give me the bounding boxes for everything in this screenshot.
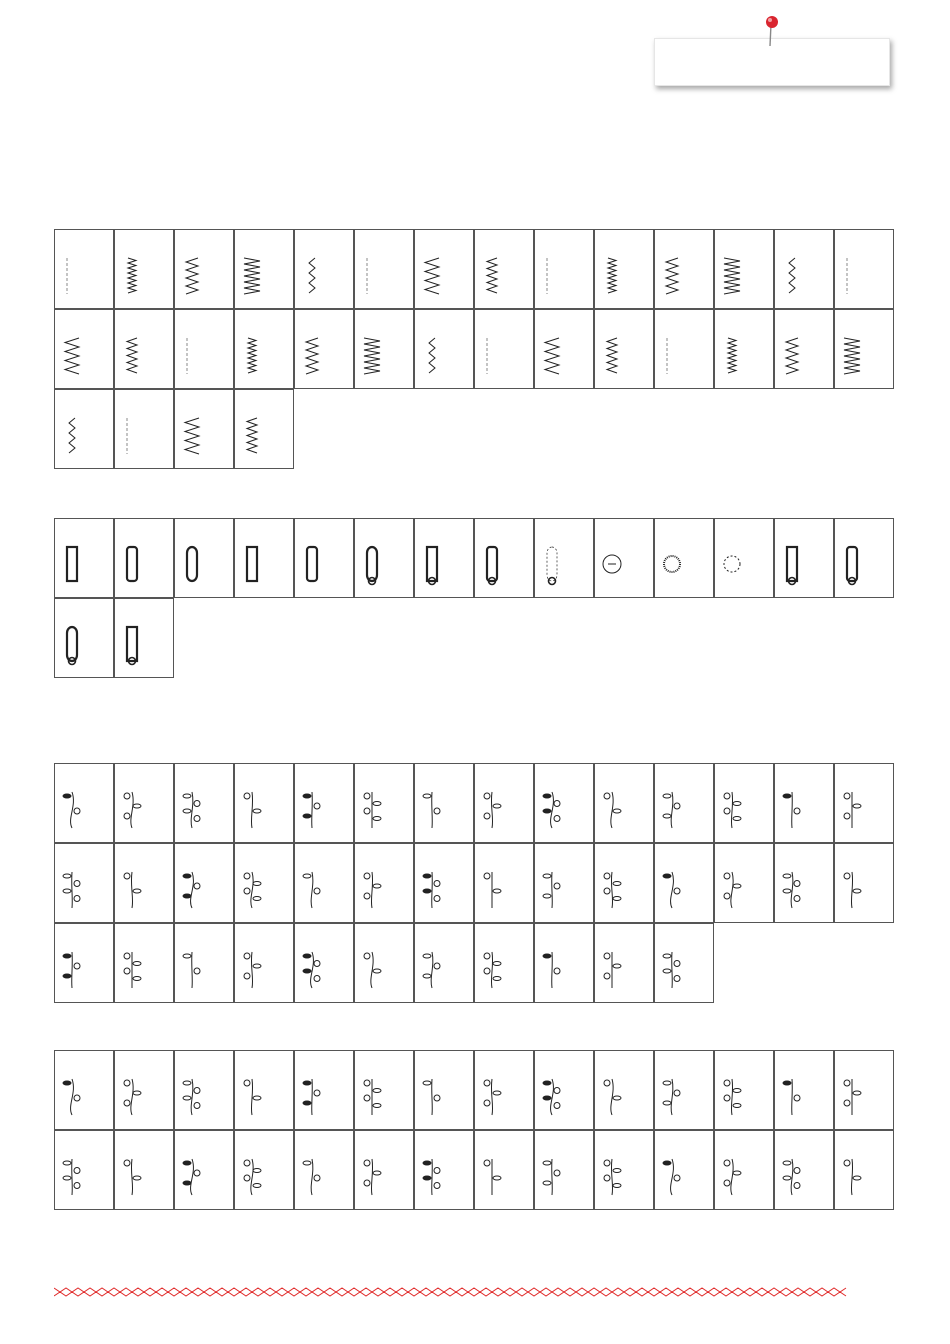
stitch-cell[interactable] [714, 518, 774, 598]
scroll-flower-icon [297, 784, 327, 834]
gathering-icon [717, 250, 747, 300]
stitch-cell[interactable] [594, 923, 654, 1003]
stitch-cell[interactable] [534, 309, 594, 389]
wreath-icon [237, 1071, 267, 1121]
butterfly-icon [417, 1151, 447, 1201]
stitch-cell[interactable] [834, 763, 894, 843]
poppy-icon [537, 1071, 567, 1121]
stitch-cell[interactable] [594, 229, 654, 309]
stitch-cell[interactable] [714, 229, 774, 309]
fern-icon [717, 784, 747, 834]
keyhole-long-icon [57, 619, 87, 669]
stitch-cell[interactable] [654, 843, 714, 923]
stitch-cell[interactable] [54, 518, 114, 598]
bell-flower-icon [837, 864, 867, 914]
stem-leaf-icon [597, 784, 627, 834]
stitch-cell[interactable] [594, 309, 654, 389]
stitch-cell[interactable] [414, 923, 474, 1003]
stitch-cell[interactable] [594, 763, 654, 843]
twin-leaf-icon [657, 864, 687, 914]
sweet-pea-icon [117, 1151, 147, 1201]
stitch-cell[interactable] [474, 309, 534, 389]
rounded-bartack-buttonhole-icon [297, 539, 327, 589]
stitch-cell[interactable] [174, 518, 234, 598]
root-flower-icon [597, 1071, 627, 1121]
lily-icon [837, 1071, 867, 1121]
stitch-cell[interactable] [114, 518, 174, 598]
sprig-icon [537, 784, 567, 834]
universal-icon [57, 330, 87, 380]
arrow-vine-icon [297, 864, 327, 914]
stitch-cell[interactable] [354, 1130, 414, 1210]
starburst-pair-icon [477, 944, 507, 994]
decorative-grid-2 [54, 1050, 894, 1210]
wheat-icon [537, 864, 567, 914]
stitch-cell[interactable] [114, 309, 174, 389]
quad-petal-icon [117, 864, 147, 914]
pine-sprig-icon [777, 864, 807, 914]
wing-leaf-icon [837, 784, 867, 834]
leaf-drop-icon [177, 784, 207, 834]
stitch-cell[interactable] [414, 763, 474, 843]
flower-chain-icon [117, 944, 147, 994]
tall-fern-icon [357, 944, 387, 994]
stitch-cell[interactable] [834, 518, 894, 598]
twig-flower-icon [777, 1151, 807, 1201]
stitch-cell[interactable] [474, 1130, 534, 1210]
zigzag-icon [117, 250, 147, 300]
triple-star-icon [657, 944, 687, 994]
stitch-cell[interactable] [474, 1050, 534, 1130]
stitch-cell[interactable] [594, 1050, 654, 1130]
stitch-cell[interactable] [174, 763, 234, 843]
stitch-cell[interactable] [474, 923, 534, 1003]
leaf-spray-icon [657, 1151, 687, 1201]
lycra-icon [177, 330, 207, 380]
curl-flower-icon [717, 1071, 747, 1121]
cross-petal-icon [357, 1071, 387, 1121]
pointed-buttonhole-icon [837, 539, 867, 589]
knit-overlock-icon [357, 330, 387, 380]
darning-buttonhole-icon [777, 539, 807, 589]
stitch-cell[interactable] [174, 309, 234, 389]
stitch-cell[interactable] [354, 843, 414, 923]
bar-tack-icon [477, 330, 507, 380]
pansy-icon [237, 1151, 267, 1201]
stitch-cell[interactable] [294, 518, 354, 598]
floral-border-icon [57, 784, 87, 834]
stitch-cell[interactable] [54, 389, 114, 469]
stitch-cell[interactable] [534, 229, 594, 309]
stitch-cell[interactable] [414, 229, 474, 309]
stitch-cell[interactable] [834, 843, 894, 923]
stitch-cell[interactable] [354, 518, 414, 598]
bead-vine-icon [657, 1071, 687, 1121]
stitch-cell[interactable] [834, 309, 894, 389]
stitch-cell[interactable] [174, 923, 234, 1003]
stitch-cell[interactable] [114, 598, 174, 678]
button-sew-on-icon [597, 539, 627, 589]
honeycomb-icon [477, 250, 507, 300]
stitch-cell[interactable] [654, 923, 714, 1003]
stitch-cell[interactable] [534, 763, 594, 843]
stitch-cell[interactable] [54, 598, 114, 678]
stretch-overlock-icon [777, 250, 807, 300]
standard-buttonhole-icon [57, 539, 87, 589]
stitch-cell[interactable] [54, 309, 114, 389]
hydrangea-icon [177, 1071, 207, 1121]
keyhole-buttonhole-icon [357, 539, 387, 589]
heirloom-buttonhole-icon [177, 539, 207, 589]
fence-leaf-icon [357, 784, 387, 834]
stitch-cell[interactable] [774, 763, 834, 843]
maple-icon [777, 1071, 807, 1121]
stitch-cell[interactable] [834, 229, 894, 309]
stitch-cell[interactable] [414, 843, 474, 923]
orchid-icon [477, 1151, 507, 1201]
stitch-cell[interactable] [834, 1130, 894, 1210]
forget-me-not-icon [297, 1151, 327, 1201]
branch-blossom-icon [57, 1151, 87, 1201]
stitch-cell[interactable] [654, 763, 714, 843]
stitch-cell[interactable] [414, 518, 474, 598]
swirl-leaf-icon [477, 784, 507, 834]
oak-leaf-icon [177, 864, 207, 914]
stitch-cell[interactable] [114, 229, 174, 309]
stitch-cell[interactable] [234, 229, 294, 309]
fan-leaf-icon [417, 784, 447, 834]
stitch-cell[interactable] [54, 1130, 114, 1210]
stitch-cell[interactable] [714, 1130, 774, 1210]
stitch-cell[interactable] [354, 229, 414, 309]
straight-buttonhole-icon [537, 539, 567, 589]
sewn-out-zigzag-icon [117, 330, 147, 380]
buttonhole-grid [54, 518, 894, 678]
bouquet-icon [57, 1071, 87, 1121]
stitch-cell[interactable] [534, 923, 594, 1003]
tulip-row-icon [237, 784, 267, 834]
stitch-cell[interactable] [54, 229, 114, 309]
eyelet-straight-icon [717, 539, 747, 589]
super-stretch-icon [657, 250, 687, 300]
peony-icon [357, 1151, 387, 1201]
star-flower-icon [357, 864, 387, 914]
stitch-cell[interactable] [654, 309, 714, 389]
stitch-cell[interactable] [114, 763, 174, 843]
bluebell-icon [597, 1151, 627, 1201]
stitch-cell[interactable] [234, 923, 294, 1003]
stitch-cell[interactable] [714, 763, 774, 843]
decorative-grid-1 [54, 763, 894, 1003]
basting-icon [417, 330, 447, 380]
stitch-cell[interactable] [354, 923, 414, 1003]
stitch-cell[interactable] [414, 1130, 474, 1210]
stitch-cell[interactable] [834, 1050, 894, 1130]
rose-cluster-icon [117, 1071, 147, 1121]
stitch-cell[interactable] [294, 309, 354, 389]
blossom-icon [117, 784, 147, 834]
stitch-cell[interactable] [114, 1130, 174, 1210]
stitch-cell[interactable] [774, 1130, 834, 1210]
jersey-icon [837, 250, 867, 300]
berry-vine-icon [177, 944, 207, 994]
stitch-cell[interactable] [594, 518, 654, 598]
stitch-cell[interactable] [234, 389, 294, 469]
stitch-cell[interactable] [714, 843, 774, 923]
pointed-keyhole-icon [417, 539, 447, 589]
stitch-cell[interactable] [234, 1050, 294, 1130]
stitch-cell[interactable] [294, 843, 354, 923]
long-straight-icon [177, 410, 207, 460]
lilac-icon [837, 1151, 867, 1201]
clover-icon [237, 944, 267, 994]
stitch-cell[interactable] [474, 518, 534, 598]
stitch-cell[interactable] [294, 763, 354, 843]
stitch-cell[interactable] [654, 1050, 714, 1130]
stitch-cell[interactable] [54, 843, 114, 923]
stitch-cell[interactable] [174, 1050, 234, 1130]
teardrop-leaf-icon [777, 784, 807, 834]
stitch-cell[interactable] [354, 763, 414, 843]
triple-straight-icon [357, 250, 387, 300]
stitch-cell[interactable] [534, 843, 594, 923]
stitch-cell[interactable] [774, 229, 834, 309]
butterfly-half-icon [57, 864, 87, 914]
stitch-cell[interactable] [414, 1050, 474, 1130]
looped-leaf-icon [417, 1071, 447, 1121]
stitch-cell[interactable] [234, 309, 294, 389]
stitch-cell[interactable] [774, 1050, 834, 1130]
stitch-cell[interactable] [294, 1050, 354, 1130]
stitch-cell[interactable] [174, 229, 234, 309]
eyelet-zigzag-icon [657, 539, 687, 589]
stitch-cell[interactable] [174, 389, 234, 469]
double-overlock-icon [597, 250, 627, 300]
stitch-cell[interactable] [594, 1130, 654, 1210]
dot-branch-icon [537, 944, 567, 994]
push-pin-icon [764, 14, 782, 48]
quilting-dash-icon [57, 410, 87, 460]
grape-icon [417, 944, 447, 994]
decorative-hem-icon [237, 410, 267, 460]
stitch-cell[interactable] [294, 229, 354, 309]
daisy-chain-icon [717, 1151, 747, 1201]
bud-icon [57, 944, 87, 994]
stitch-cell[interactable] [114, 923, 174, 1003]
snowflake-icon [597, 944, 627, 994]
stitch-cell[interactable] [774, 843, 834, 923]
stitch-cell[interactable] [714, 1050, 774, 1130]
utility-stitch-grid [54, 229, 894, 469]
stitch-cell[interactable] [474, 229, 534, 309]
stretch-buttonhole-icon [117, 539, 147, 589]
running-stitch-icon [237, 250, 267, 300]
cherry-blossom-icon [537, 1151, 567, 1201]
short-straight-icon [117, 410, 147, 460]
triple-zigzag-icon [417, 250, 447, 300]
stitch-cell[interactable] [654, 229, 714, 309]
stitch-cell[interactable] [654, 1130, 714, 1210]
feather-icon [477, 864, 507, 914]
blind-stitch-icon [537, 250, 567, 300]
stitch-cell[interactable] [174, 1130, 234, 1210]
decorative-border-line [54, 1286, 854, 1298]
stitch-cell[interactable] [114, 1050, 174, 1130]
wave-leaf-icon [237, 864, 267, 914]
vine-icon [657, 784, 687, 834]
stitch-cell[interactable] [54, 923, 114, 1003]
securing-icon [297, 250, 327, 300]
heart-vine-icon [177, 1151, 207, 1201]
stitch-cell[interactable] [474, 763, 534, 843]
stitch-cell[interactable] [774, 518, 834, 598]
mandala-icon [477, 1071, 507, 1121]
stitch-cell[interactable] [54, 763, 114, 843]
fly-stitch-icon [657, 330, 687, 380]
reinforced-overlock-icon [297, 330, 327, 380]
stretch-icon [237, 330, 267, 380]
straight-dashed-icon [57, 250, 87, 300]
stitch-cell[interactable] [114, 389, 174, 469]
stitch-cell[interactable] [354, 1050, 414, 1130]
blind-hem-icon [837, 330, 867, 380]
stitch-cell[interactable] [54, 1050, 114, 1130]
stitch-cell[interactable] [594, 843, 654, 923]
vari-overlock-icon [177, 250, 207, 300]
stitch-cell[interactable] [234, 1130, 294, 1210]
stitch-cell[interactable] [474, 843, 534, 923]
frond-icon [597, 864, 627, 914]
rose-icon [717, 864, 747, 914]
rounded-buttonhole-icon [237, 539, 267, 589]
stitch-cell[interactable] [414, 309, 474, 389]
tapered-tree-icon [777, 330, 807, 380]
stitch-cell[interactable] [234, 518, 294, 598]
laurel-icon [297, 1071, 327, 1121]
tapered-triangle-icon [717, 330, 747, 380]
keyhole-bartack-icon [477, 539, 507, 589]
stitch-cell[interactable] [294, 1130, 354, 1210]
stitch-cell[interactable] [714, 309, 774, 389]
stitch-cell[interactable] [234, 843, 294, 923]
stitch-cell[interactable] [654, 518, 714, 598]
stitch-cell[interactable] [534, 1050, 594, 1130]
stitch-cell[interactable] [234, 763, 294, 843]
triple-bar-tack-icon [537, 330, 567, 380]
sunburst-icon [417, 864, 447, 914]
stitch-cell[interactable] [114, 843, 174, 923]
stitch-cell[interactable] [534, 1130, 594, 1210]
double-pointed-buttonhole-icon [117, 619, 147, 669]
stitch-cell[interactable] [774, 309, 834, 389]
trefoil-icon [297, 944, 327, 994]
darning-icon [597, 330, 627, 380]
stitch-cell[interactable] [534, 518, 594, 598]
stitch-cell[interactable] [174, 843, 234, 923]
stitch-cell[interactable] [294, 923, 354, 1003]
stitch-cell[interactable] [354, 309, 414, 389]
